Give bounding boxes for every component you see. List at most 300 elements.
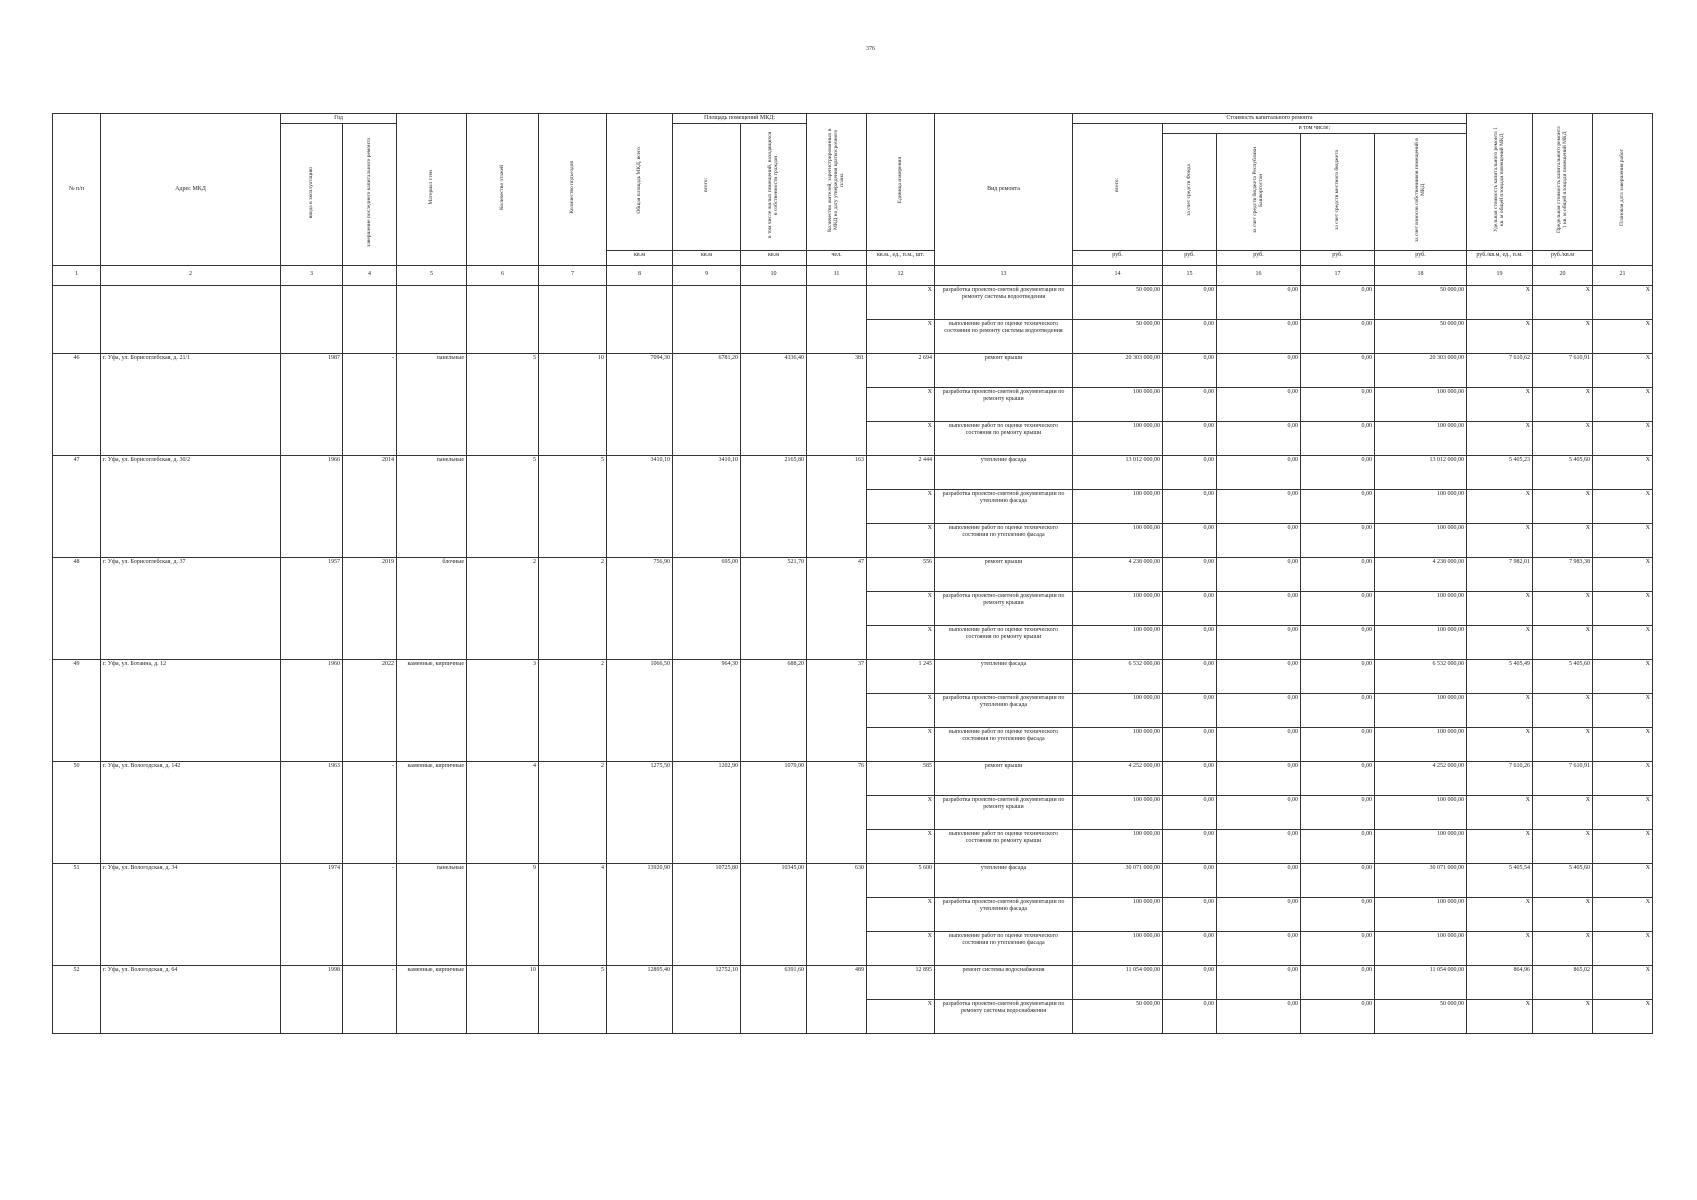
max-cost: X: [1533, 829, 1593, 863]
max-cost: X: [1533, 727, 1593, 761]
wall-material: блочные: [397, 557, 467, 659]
building-address: г. Уфа, ул. Борисоглебская, д. 21/1: [101, 353, 281, 455]
work-unit: X: [867, 387, 935, 421]
work-unit: X: [867, 727, 935, 761]
header-cost-group: Стоимость капитального ремонта: [1073, 114, 1467, 124]
cost-fund: 0,00: [1163, 829, 1217, 863]
header-repair-type: Вид ремонта: [935, 114, 1073, 266]
unit-cost: X: [1467, 285, 1533, 319]
header-residents: Количество жителей, зарегистрированных в МКД на дату утверждения краткосрочного плана: [807, 114, 867, 251]
cost-total: 100 000,00: [1073, 523, 1163, 557]
cost-fund: 0,00: [1163, 319, 1217, 353]
cost-total: 100 000,00: [1073, 387, 1163, 421]
work-unit: X: [867, 285, 935, 319]
planned-date: X: [1593, 863, 1653, 897]
wall-material: каменные, кирпичные: [397, 965, 467, 1033]
planned-date: X: [1593, 965, 1653, 999]
residential-area: 6391,60: [741, 965, 807, 1033]
unit-17: руб.: [1301, 250, 1375, 265]
unit-8: кв.м: [607, 250, 673, 265]
entrances-count: 4: [539, 863, 607, 965]
cost-fund: 0,00: [1163, 795, 1217, 829]
total-area: [607, 285, 673, 353]
max-cost: X: [1533, 421, 1593, 455]
work-unit: 5 600: [867, 863, 935, 897]
planned-date: X: [1593, 999, 1653, 1033]
header-unit: Единица измерения: [867, 114, 935, 251]
building-address: [101, 285, 281, 353]
planned-date: X: [1593, 761, 1653, 795]
cost-owners: 13 012 000,00: [1375, 455, 1467, 489]
premises-area: 12752,10: [673, 965, 741, 1033]
total-area: 3410,10: [607, 455, 673, 557]
work-type: разработка проектно-сметной документации по утеплению фасада: [935, 693, 1073, 727]
cost-republic: 0,00: [1217, 421, 1301, 455]
work-type: утепление фасада: [935, 659, 1073, 693]
capital-repair-table: [52, 113, 1653, 1034]
cost-local: 0,00: [1301, 523, 1375, 557]
unit-cost: X: [1467, 931, 1533, 965]
cost-total: 4 238 000,00: [1073, 557, 1163, 591]
total-area: 13920,90: [607, 863, 673, 965]
work-type: выполнение работ по оценке технического состояния по утеплению фасада: [935, 931, 1073, 965]
max-cost: X: [1533, 693, 1593, 727]
cost-local: 0,00: [1301, 557, 1375, 591]
cost-local: 0,00: [1301, 421, 1375, 455]
unit-cost: 7 610,26: [1467, 761, 1533, 795]
header-no: № п/п: [53, 114, 101, 266]
work-type: утепление фасада: [935, 863, 1073, 897]
work-type: ремонт крыши: [935, 557, 1073, 591]
work-type: выполнение работ по оценке технического состояния по ремонту крыши: [935, 829, 1073, 863]
planned-date: X: [1593, 693, 1653, 727]
wall-material: каменные, кирпичные: [397, 659, 467, 761]
work-type: разработка проектно-сметной документации по ремонту системы водоснабжения: [935, 999, 1073, 1033]
cost-local: 0,00: [1301, 999, 1375, 1033]
entrances-count: 2: [539, 659, 607, 761]
max-cost: 5 405,60: [1533, 455, 1593, 489]
planned-date: X: [1593, 829, 1653, 863]
unit-cost: X: [1467, 795, 1533, 829]
cost-local: 0,00: [1301, 625, 1375, 659]
unit-18: руб.: [1375, 250, 1467, 265]
building-no: 49: [53, 659, 101, 761]
cost-republic: 0,00: [1217, 693, 1301, 727]
residential-area: 10345,00: [741, 863, 807, 965]
header-premises-total: всего:: [673, 124, 741, 250]
floors-count: 4: [467, 761, 539, 863]
cost-total: 100 000,00: [1073, 897, 1163, 931]
floors-count: 10: [467, 965, 539, 1033]
header-address: Адрес МКД: [101, 114, 281, 266]
header-unit-cost: Удельная стоимость капитального ремонта 1 кв. м общей площади помещений МКД: [1467, 114, 1533, 251]
wall-material: [397, 285, 467, 353]
cost-total: 100 000,00: [1073, 693, 1163, 727]
cost-local: 0,00: [1301, 455, 1375, 489]
cost-total: 50 000,00: [1073, 285, 1163, 319]
column-number: 17: [1301, 265, 1375, 285]
cost-local: 0,00: [1301, 659, 1375, 693]
work-type: выполнение работ по оценке технического состояния по ремонту системы водоотведения: [935, 319, 1073, 353]
residents-count: 489: [807, 965, 867, 1033]
unit-cost: 5 405,54: [1467, 863, 1533, 897]
cost-republic: 0,00: [1217, 727, 1301, 761]
column-number: 19: [1467, 265, 1533, 285]
planned-date: X: [1593, 897, 1653, 931]
cost-local: 0,00: [1301, 319, 1375, 353]
floors-count: 5: [467, 455, 539, 557]
cost-republic: 0,00: [1217, 659, 1301, 693]
page-number: 376: [866, 46, 875, 52]
header-wall-material: Материал стен: [397, 114, 467, 266]
residents-count: 76: [807, 761, 867, 863]
cost-fund: 0,00: [1163, 591, 1217, 625]
column-number: 12: [867, 265, 935, 285]
column-number-row: [53, 265, 1653, 285]
cost-republic: 0,00: [1217, 557, 1301, 591]
building-no: 46: [53, 353, 101, 455]
building-no: 51: [53, 863, 101, 965]
column-number: 13: [935, 265, 1073, 285]
cost-total: 100 000,00: [1073, 931, 1163, 965]
unit-cost: X: [1467, 523, 1533, 557]
total-area: 756,90: [607, 557, 673, 659]
cost-fund: 0,00: [1163, 489, 1217, 523]
cost-owners: 4 238 000,00: [1375, 557, 1467, 591]
year-last-repair: 2022: [343, 659, 397, 761]
column-number: 3: [281, 265, 343, 285]
building-address: г. Уфа, ул. Вологодская, д. 34: [101, 863, 281, 965]
building-address: г. Уфа, ул. Вологодская, д. 142: [101, 761, 281, 863]
cost-fund: 0,00: [1163, 387, 1217, 421]
cost-owners: 50 000,00: [1375, 999, 1467, 1033]
column-number: 20: [1533, 265, 1593, 285]
cost-owners: 11 054 000,00: [1375, 965, 1467, 999]
column-number: 4: [343, 265, 397, 285]
total-area: 1275,50: [607, 761, 673, 863]
residential-area: 1079,00: [741, 761, 807, 863]
cost-republic: 0,00: [1217, 319, 1301, 353]
residents-count: 630: [807, 863, 867, 965]
max-cost: X: [1533, 523, 1593, 557]
total-area: 12895,40: [607, 965, 673, 1033]
entrances-count: 2: [539, 761, 607, 863]
unit-15: руб.: [1163, 250, 1217, 265]
year-last-repair: -: [343, 965, 397, 1033]
unit-cost: X: [1467, 829, 1533, 863]
cost-owners: 100 000,00: [1375, 727, 1467, 761]
header-planned-date: Плановая дата завершения работ: [1593, 114, 1653, 266]
cost-local: 0,00: [1301, 353, 1375, 387]
unit-cost: 7 982,01: [1467, 557, 1533, 591]
unit-cost: X: [1467, 693, 1533, 727]
cost-republic: 0,00: [1217, 931, 1301, 965]
work-unit: X: [867, 693, 935, 727]
work-type: выполнение работ по оценке технического состояния по утеплению фасада: [935, 727, 1073, 761]
cost-total: 20 303 000,00: [1073, 353, 1163, 387]
work-unit: 2 694: [867, 353, 935, 387]
unit-cost: X: [1467, 591, 1533, 625]
cost-republic: 0,00: [1217, 761, 1301, 795]
building-no: 50: [53, 761, 101, 863]
work-unit: X: [867, 829, 935, 863]
work-type: разработка проектно-сметной документации по утеплению фасада: [935, 897, 1073, 931]
work-type: ремонт крыши: [935, 761, 1073, 795]
planned-date: X: [1593, 931, 1653, 965]
cost-local: 0,00: [1301, 897, 1375, 931]
cost-total: 50 000,00: [1073, 319, 1163, 353]
residential-area: 2165,80: [741, 455, 807, 557]
cost-local: 0,00: [1301, 693, 1375, 727]
total-area: 1066,50: [607, 659, 673, 761]
wall-material: каменные, кирпичные: [397, 761, 467, 863]
column-number: 7: [539, 265, 607, 285]
unit-20: руб./кв.м: [1533, 250, 1593, 265]
cost-owners: 100 000,00: [1375, 931, 1467, 965]
work-type: ремонт крыши: [935, 353, 1073, 387]
premises-area: 964,30: [673, 659, 741, 761]
max-cost: X: [1533, 591, 1593, 625]
header-cost-fund: за счет средств Фонда: [1163, 134, 1217, 250]
max-cost: X: [1533, 931, 1593, 965]
cost-local: 0,00: [1301, 863, 1375, 897]
work-unit: 2 444: [867, 455, 935, 489]
floors-count: 3: [467, 659, 539, 761]
floors-count: [467, 285, 539, 353]
max-cost: 7 610,91: [1533, 353, 1593, 387]
cost-owners: 100 000,00: [1375, 591, 1467, 625]
residential-area: 688,20: [741, 659, 807, 761]
cost-owners: 20 303 000,00: [1375, 353, 1467, 387]
max-cost: X: [1533, 387, 1593, 421]
cost-republic: 0,00: [1217, 965, 1301, 999]
header-floors: Количество этажей: [467, 114, 539, 266]
unit-cost: X: [1467, 489, 1533, 523]
header-year-commission: ввода в эксплуатацию: [281, 124, 343, 265]
year-last-repair: -: [343, 863, 397, 965]
residential-area: [741, 285, 807, 353]
planned-date: X: [1593, 625, 1653, 659]
premises-area: 6781,20: [673, 353, 741, 455]
cost-republic: 0,00: [1217, 999, 1301, 1033]
work-unit: X: [867, 795, 935, 829]
year-last-repair: [343, 285, 397, 353]
cost-owners: 100 000,00: [1375, 829, 1467, 863]
header-entrances: Количество подъездов: [539, 114, 607, 266]
planned-date: X: [1593, 285, 1653, 319]
cost-republic: 0,00: [1217, 897, 1301, 931]
work-type: разработка проектно-сметной документации по ремонту системы водоотведения: [935, 285, 1073, 319]
column-number: 21: [1593, 265, 1653, 285]
cost-republic: 0,00: [1217, 591, 1301, 625]
work-unit: X: [867, 999, 935, 1033]
cost-fund: 0,00: [1163, 285, 1217, 319]
cost-republic: 0,00: [1217, 387, 1301, 421]
cost-fund: 0,00: [1163, 455, 1217, 489]
planned-date: X: [1593, 319, 1653, 353]
wall-material: панельные: [397, 353, 467, 455]
year-last-repair: -: [343, 761, 397, 863]
unit-cost: X: [1467, 421, 1533, 455]
work-type: разработка проектно-сметной документации по утеплению фасада: [935, 489, 1073, 523]
cost-local: 0,00: [1301, 285, 1375, 319]
max-cost: 5 405,60: [1533, 659, 1593, 693]
cost-owners: 100 000,00: [1375, 795, 1467, 829]
cost-owners: 100 000,00: [1375, 387, 1467, 421]
year-commission: 1960: [281, 659, 343, 761]
table-row: [53, 557, 1653, 591]
cost-republic: 0,00: [1217, 863, 1301, 897]
floors-count: 5: [467, 353, 539, 455]
column-number: 15: [1163, 265, 1217, 285]
work-type: ремонт системы водоснабжения: [935, 965, 1073, 999]
residents-count: 47: [807, 557, 867, 659]
cost-owners: 100 000,00: [1375, 693, 1467, 727]
max-cost: X: [1533, 285, 1593, 319]
cost-fund: 0,00: [1163, 523, 1217, 557]
work-unit: 12 895: [867, 965, 935, 999]
cost-fund: 0,00: [1163, 727, 1217, 761]
unit-cost: X: [1467, 727, 1533, 761]
building-no: 48: [53, 557, 101, 659]
unit-cost: X: [1467, 999, 1533, 1033]
year-commission: 1974: [281, 863, 343, 965]
unit-cost: 864,96: [1467, 965, 1533, 999]
unit-16: руб.: [1217, 250, 1301, 265]
cost-fund: 0,00: [1163, 761, 1217, 795]
header-premises-residential: в том числе жилых помещений, находящихся в собственности граждан: [741, 124, 807, 250]
building-address: г. Уфа, ул. Борисоглебская, д. 37: [101, 557, 281, 659]
column-number: 11: [807, 265, 867, 285]
cost-owners: 50 000,00: [1375, 285, 1467, 319]
work-unit: X: [867, 421, 935, 455]
unit-cost: 7 610,62: [1467, 353, 1533, 387]
cost-fund: 0,00: [1163, 693, 1217, 727]
column-number: 9: [673, 265, 741, 285]
work-unit: 1 245: [867, 659, 935, 693]
header-premises-group: Площадь помещений МКД:: [673, 114, 807, 124]
table-row: [53, 761, 1653, 795]
work-unit: 556: [867, 557, 935, 591]
building-no: 47: [53, 455, 101, 557]
cost-total: 11 054 000,00: [1073, 965, 1163, 999]
column-number: 16: [1217, 265, 1301, 285]
unit-cost: X: [1467, 319, 1533, 353]
building-no: [53, 285, 101, 353]
table-row: [53, 965, 1653, 999]
unit-11: чел.: [807, 250, 867, 265]
table-row: [53, 285, 1653, 319]
cost-total: 100 000,00: [1073, 489, 1163, 523]
cost-owners: 100 000,00: [1375, 625, 1467, 659]
max-cost: 865,02: [1533, 965, 1593, 999]
planned-date: X: [1593, 353, 1653, 387]
table-row: [53, 455, 1653, 489]
premises-area: [673, 285, 741, 353]
max-cost: X: [1533, 897, 1593, 931]
header-total-area: Общая площадь МКД, всего: [607, 114, 673, 251]
planned-date: X: [1593, 659, 1653, 693]
cost-total: 100 000,00: [1073, 421, 1163, 455]
planned-date: X: [1593, 795, 1653, 829]
floors-count: 9: [467, 863, 539, 965]
max-cost: X: [1533, 319, 1593, 353]
cost-owners: 4 252 000,00: [1375, 761, 1467, 795]
planned-date: X: [1593, 727, 1653, 761]
unit-cost: X: [1467, 387, 1533, 421]
cost-fund: 0,00: [1163, 965, 1217, 999]
work-type: выполнение работ по оценке технического состояния по ремонту крыши: [935, 421, 1073, 455]
unit-cost: X: [1467, 625, 1533, 659]
cost-local: 0,00: [1301, 761, 1375, 795]
premises-area: 3410,10: [673, 455, 741, 557]
max-cost: X: [1533, 625, 1593, 659]
header-max-cost: Предельная стоимость капитального ремонта 1 кв. м общей площади помещений МКД: [1533, 114, 1593, 251]
residents-count: 163: [807, 455, 867, 557]
work-type: выполнение работ по оценке технического состояния по ремонту крыши: [935, 625, 1073, 659]
column-number: 1: [53, 265, 101, 285]
cost-owners: 6 532 000,00: [1375, 659, 1467, 693]
work-unit: X: [867, 931, 935, 965]
cost-republic: 0,00: [1217, 285, 1301, 319]
cost-republic: 0,00: [1217, 353, 1301, 387]
cost-republic: 0,00: [1217, 829, 1301, 863]
cost-total: 30 071 000,00: [1073, 863, 1163, 897]
max-cost: X: [1533, 795, 1593, 829]
planned-date: X: [1593, 523, 1653, 557]
cost-fund: 0,00: [1163, 931, 1217, 965]
planned-date: X: [1593, 421, 1653, 455]
cost-total: 100 000,00: [1073, 591, 1163, 625]
column-number: 10: [741, 265, 807, 285]
cost-owners: 100 000,00: [1375, 897, 1467, 931]
year-commission: 1963: [281, 761, 343, 863]
cost-total: 100 000,00: [1073, 795, 1163, 829]
cost-republic: 0,00: [1217, 795, 1301, 829]
max-cost: 7 983,38: [1533, 557, 1593, 591]
cost-local: 0,00: [1301, 591, 1375, 625]
floors-count: 2: [467, 557, 539, 659]
cost-owners: 100 000,00: [1375, 523, 1467, 557]
unit-10: кв.м: [741, 250, 807, 265]
cost-total: 13 012 000,00: [1073, 455, 1163, 489]
premises-area: 695,00: [673, 557, 741, 659]
cost-total: 100 000,00: [1073, 727, 1163, 761]
max-cost: X: [1533, 999, 1593, 1033]
cost-republic: 0,00: [1217, 489, 1301, 523]
cost-owners: 100 000,00: [1375, 421, 1467, 455]
year-last-repair: 2019: [343, 557, 397, 659]
work-type: разработка проектно-сметной документации по ремонту крыши: [935, 795, 1073, 829]
cost-fund: 0,00: [1163, 999, 1217, 1033]
work-unit: 585: [867, 761, 935, 795]
premises-area: 1202,90: [673, 761, 741, 863]
table-row: [53, 659, 1653, 693]
planned-date: X: [1593, 557, 1653, 591]
unit-12: кв.м., ед., п.м., шт.: [867, 250, 935, 265]
column-number: 8: [607, 265, 673, 285]
residents-count: 37: [807, 659, 867, 761]
cost-owners: 30 071 000,00: [1375, 863, 1467, 897]
work-type: выполнение работ по оценке технического состояния по утеплению фасада: [935, 523, 1073, 557]
work-type: разработка проектно-сметной документации по ремонту крыши: [935, 387, 1073, 421]
residents-count: [807, 285, 867, 353]
column-number: 14: [1073, 265, 1163, 285]
building-address: г. Уфа, ул. Вологодская, д. 64: [101, 965, 281, 1033]
cost-fund: 0,00: [1163, 659, 1217, 693]
residents-count: 381: [807, 353, 867, 455]
cost-local: 0,00: [1301, 727, 1375, 761]
